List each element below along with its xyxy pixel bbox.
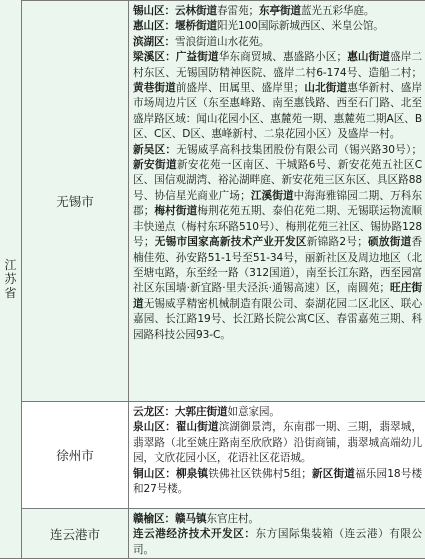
location-text: 如意家园。: [227, 406, 280, 418]
bold-location: 东亭街道: [258, 5, 301, 17]
bold-location: 大郭庄街道: [174, 406, 228, 418]
location-text: 无锡威孚精密机械制造有限公司、泰湖花园二区北区、联心嘉园、长江路19号、长江路长院公寓C区、春雷嘉苑三期、科园路科技公园93-C。: [133, 297, 422, 341]
bold-location: 堰桥街道: [174, 20, 217, 33]
bold-location: 锡山区：: [133, 5, 175, 17]
district-entry: [133, 143, 422, 343]
bold-location: 惠山街道: [347, 51, 391, 64]
city-cell-wuxi: [22, 1, 129, 401]
bold-location: 新区街道: [311, 467, 355, 480]
bold-location: 山北街道: [304, 82, 348, 95]
city-name: 徐州市: [56, 448, 94, 463]
bold-location: 旺庄街道: [133, 282, 422, 310]
bold-location: 云林街道: [174, 5, 217, 17]
location-text: 惠华新村、盛岸市场周边片区（东至惠峰路、南至惠钱路、西至石门路、北至盛岸路区域：闻山花园小区、惠麓苑一期、惠麓苑二期A区、B区、C区、D区、惠峰新村、二泉花园小区）及盛岸一村。: [133, 82, 422, 141]
district-entry: [133, 35, 422, 50]
detail-cell-xuzhou: [129, 402, 425, 508]
bold-location: 赣榆区：: [133, 513, 175, 525]
province-char: 苏: [4, 272, 17, 286]
bold-location: 硕放街道: [367, 236, 412, 249]
bold-location: 铜山区：: [133, 467, 177, 480]
location-text: 滨湖御景湾，东南郡一期、三期，翡翠城，翡翠路（北至姚庄路南至欣欣路）沿街商铺，翡翠城高端幼儿园，文欣花园小区，花语社区花语城。: [133, 421, 422, 465]
bold-location: 赣马镇: [174, 513, 207, 525]
bold-location: 泉山区：: [133, 421, 176, 434]
bold-location: 连云港经济技术开发区：: [133, 528, 256, 541]
location-text: 蓝光五彩华庭。: [300, 5, 375, 17]
bold-location: 惠山区：: [133, 20, 175, 33]
location-text: 中海海雅锦园二期、万科东郡；: [133, 189, 422, 218]
city-cell-xuzhou: [22, 402, 129, 508]
location-text: 无锡威孚高科技集团股份有限公司（锡兴路30号）；: [176, 143, 422, 156]
location-text: 雪浪街道山水花苑。: [174, 35, 270, 48]
location-text: 东官庄村。: [206, 513, 259, 525]
location-text: 东方国际集装箱（连云港）有限公司。: [133, 528, 422, 556]
province-char: 江: [4, 258, 17, 272]
location-text: 盛岸二村东区、无锡国防精神医院、盛岸二村6-174号、造船二村；: [133, 51, 422, 79]
bold-location: 新吴区：: [133, 143, 177, 156]
location-text: 阳光100国际新城西区、米皇公馆。: [216, 20, 384, 33]
location-text: 前盛岸、田属里、盛岸里；: [175, 82, 305, 95]
city-name: 连云港市: [49, 526, 100, 542]
location-text: 新安花苑一区南区、干城路6号、新安花苑五社区C区、国信观湖湾、裕沁湖畔庭、新安花苑三区东区、具区路88号、协信星光商业广场；: [133, 159, 422, 202]
bold-location: 翟山街道: [175, 421, 219, 434]
bold-location: 云龙区：: [133, 406, 175, 418]
district-entry: [133, 420, 422, 466]
detail-cell-wuxi: [129, 1, 425, 401]
location-text: 福乐园18号楼和27号楼。: [133, 467, 422, 496]
location-text: 梅荆花苑五期、泰伯花苑二期、无锡联运物流顺丰快递点（梅村东环路510号）、梅荆花苑三社区、锡协路128号；: [133, 205, 422, 249]
bold-location: 梅村街道: [154, 205, 198, 218]
district-entry: [133, 50, 422, 142]
district-entry: [133, 527, 422, 558]
bold-location: 江溪街道: [250, 189, 294, 202]
bold-location: 黄巷街道: [133, 82, 176, 95]
bold-location: 无锡市国家高新技术产业开发区: [154, 236, 307, 249]
bold-location: 梁溪区：: [133, 51, 176, 64]
province-name: [0, 258, 21, 300]
bold-location: 柳泉镇: [176, 467, 209, 480]
location-text: 新锦路2号；: [306, 236, 368, 249]
detail-cell-lianyungang: [129, 509, 425, 558]
district-entry: [133, 405, 422, 420]
city-cell-lianyungang: [22, 509, 129, 558]
district-entry: [133, 19, 422, 34]
city-name: 无锡市: [56, 194, 94, 209]
bold-location: 滨湖区：: [133, 35, 175, 48]
location-text: 香楠佳苑、孙安路51-1号至51-34号，丽新社区及周边地区（北至塘屯路，东至经一路（312国道），南至长江东路，西至园富社区东国墙·新宜路·里夫泾浜·通锡高速）区，南圆苑；: [133, 236, 422, 295]
province-char: 省: [4, 286, 17, 300]
bold-location: 广益街道: [175, 51, 219, 64]
bold-location: 新安街道: [133, 159, 177, 172]
district-entry: [133, 4, 422, 19]
location-text: 铁佛社区铁佛村5组；: [208, 467, 312, 480]
district-entry: [133, 467, 422, 498]
location-text: 华东商贸城、惠盛路小区；: [218, 51, 347, 64]
location-text: 春雷苑；: [216, 5, 259, 17]
district-entry: [133, 512, 422, 527]
